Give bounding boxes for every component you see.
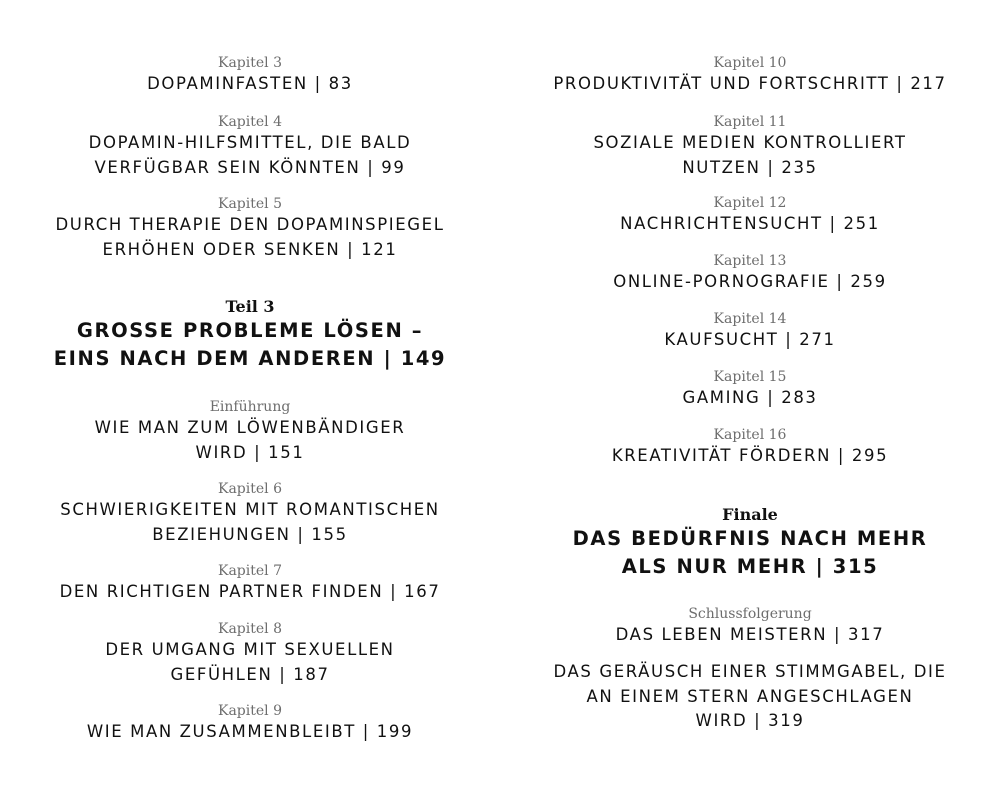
title-line: NACHRICHTENSUCHT | 251	[620, 214, 880, 233]
chapter-title	[500, 328, 1000, 353]
chapter-label: Kapitel 9	[218, 703, 282, 719]
chapter-label: Kapitel 13	[713, 253, 787, 269]
toc-chapter-entry	[500, 113, 1000, 180]
chapter-label: Kapitel 7	[218, 563, 282, 579]
chapter-title	[500, 212, 1000, 237]
toc-chapter-entry	[500, 660, 1000, 734]
toc-chapter-entry	[500, 310, 1000, 353]
title-line: SCHWIERIGKEITEN MIT ROMANTISCHEN	[60, 500, 440, 519]
chapter-title	[0, 131, 500, 180]
toc-chapter-entry	[0, 398, 500, 465]
chapter-title	[0, 498, 500, 547]
part-label: Finale	[722, 505, 778, 524]
title-line: EINS NACH DEM ANDEREN | 149	[53, 346, 447, 370]
chapter-label: Kapitel 5	[218, 196, 282, 212]
title-line: PRODUKTIVITÄT UND FORTSCHRITT | 217	[553, 74, 947, 93]
toc-part-entry	[500, 505, 1000, 580]
chapter-label: Kapitel 3	[218, 55, 282, 71]
title-line: VERFÜGBAR SEIN KÖNNTEN | 99	[94, 157, 406, 177]
title-line: DAS GERÄUSCH EINER STIMMGABEL, DIE	[553, 662, 947, 681]
title-line: DURCH THERAPIE DEN DOPAMINSPIEGEL	[55, 215, 445, 234]
chapter-title	[500, 386, 1000, 411]
title-line: WIE MAN ZUSAMMENBLEIBT | 199	[86, 722, 414, 741]
title-line: WIRD | 151	[195, 442, 305, 462]
toc-chapter-entry	[0, 480, 500, 547]
toc-chapter-entry	[500, 252, 1000, 295]
title-line: ALS NUR MEHR | 315	[621, 554, 879, 578]
title-line: GROSSE PROBLEME LÖSEN –	[76, 319, 424, 342]
chapter-label: Kapitel 6	[218, 481, 282, 497]
title-line: KREATIVITÄT FÖRDERN | 295	[611, 446, 889, 465]
toc-chapter-entry	[0, 702, 500, 745]
toc-chapter-entry	[500, 368, 1000, 411]
chapter-title	[500, 131, 1000, 180]
chapter-label: Kapitel 10	[713, 55, 787, 71]
title-line: ONLINE-PORNOGRAFIE | 259	[613, 272, 887, 291]
chapter-title	[500, 660, 1000, 734]
title-line: SOZIALE MEDIEN KONTROLLIERT	[593, 133, 907, 152]
toc-chapter-entry	[0, 195, 500, 262]
title-line: DOPAMINFASTEN | 83	[147, 74, 353, 93]
toc-chapter-entry	[500, 605, 1000, 648]
title-line: DOPAMIN-HILFSMITTEL, DIE BALD	[88, 133, 412, 152]
title-line: DAS BEDÜRFNIS NACH MEHR	[572, 527, 928, 550]
chapter-title	[500, 444, 1000, 469]
toc-chapter-entry	[500, 426, 1000, 469]
chapter-label: Einführung	[209, 399, 291, 415]
chapter-title	[0, 720, 500, 745]
chapter-label: Kapitel 12	[713, 195, 787, 211]
chapter-title	[0, 416, 500, 465]
toc-chapter-entry	[500, 194, 1000, 237]
title-line: WIE MAN ZUM LÖWENBÄNDIGER	[94, 418, 406, 437]
chapter-title	[0, 638, 500, 687]
chapter-label: Kapitel 4	[218, 114, 282, 130]
chapter-title	[0, 580, 500, 605]
title-line: AN EINEM STERN ANGESCHLAGEN	[586, 686, 914, 706]
toc-chapter-entry	[500, 54, 1000, 97]
chapter-label: Kapitel 15	[713, 369, 787, 385]
title-line: ERHÖHEN ODER SENKEN | 121	[102, 239, 398, 259]
title-line: WIRD | 319	[695, 711, 805, 730]
title-line: DER UMGANG MIT SEXUELLEN	[105, 640, 395, 659]
title-line: NUTZEN | 235	[682, 157, 818, 177]
toc-chapter-entry	[0, 620, 500, 687]
chapter-label: Kapitel 16	[713, 427, 787, 443]
chapter-label: Kapitel 14	[713, 311, 787, 327]
toc-chapter-entry	[0, 113, 500, 180]
title-line: KAUFSUCHT | 271	[664, 330, 836, 349]
toc-chapter-entry	[0, 54, 500, 97]
part-title	[0, 317, 500, 372]
part-label: Teil 3	[225, 297, 275, 316]
chapter-title	[500, 623, 1000, 648]
chapter-title	[500, 270, 1000, 295]
title-line: BEZIEHUNGEN | 155	[152, 524, 348, 544]
title-line: DEN RICHTIGEN PARTNER FINDEN | 167	[59, 582, 441, 601]
title-line: GEFÜHLEN | 187	[170, 664, 330, 684]
chapter-label: Schlussfolgerung	[688, 606, 812, 622]
title-line: DAS LEBEN MEISTERN | 317	[615, 625, 885, 644]
chapter-title	[500, 72, 1000, 97]
title-line: GAMING | 283	[682, 388, 818, 407]
chapter-label: Kapitel 11	[713, 114, 787, 130]
chapter-label: Kapitel 8	[218, 621, 282, 637]
toc-part-entry	[0, 297, 500, 372]
part-title	[500, 525, 1000, 580]
chapter-title	[0, 213, 500, 262]
toc-chapter-entry	[0, 562, 500, 605]
chapter-title	[0, 72, 500, 97]
